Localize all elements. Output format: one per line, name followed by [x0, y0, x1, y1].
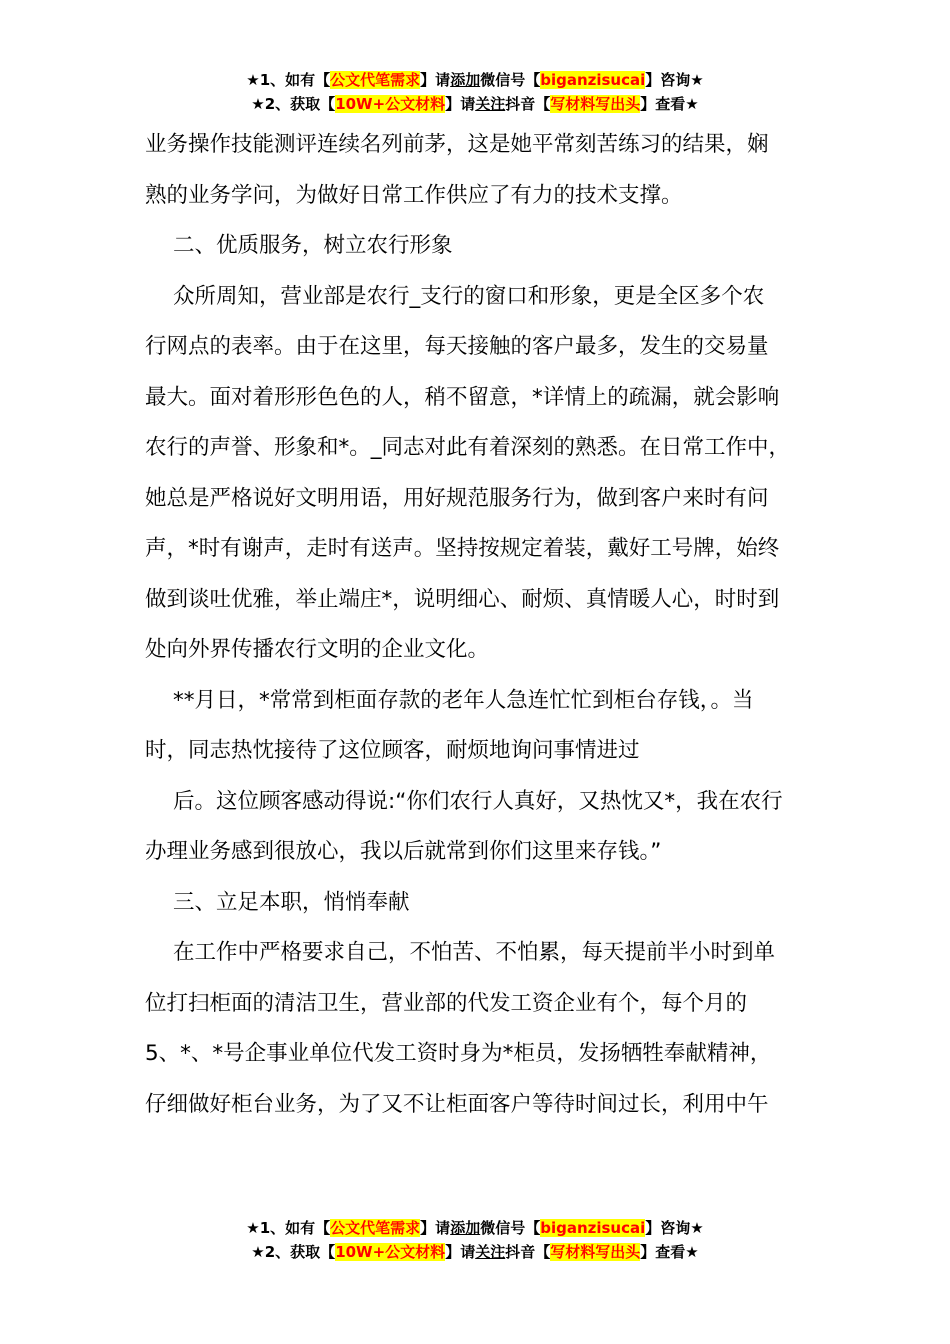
banner-highlight: 10W+公文材料 [335, 1243, 446, 1261]
body-line: 声，*时有谢声，走时有送声。坚持按规定着装，戴好工号牌，始终 [145, 536, 780, 561]
body-line: 熟的业务学问，为做好日常工作供应了有力的技术支撑。 [145, 182, 683, 208]
banner-text: 抖音【 [505, 95, 551, 113]
body-line: 办理业务感到很放心，我以后就常到你们这里来存钱。” [145, 839, 662, 864]
body-line: 业务操作技能测评连续名列前茅，这是她平常刻苦练习的结果，娴 [145, 132, 769, 157]
banner-text: 】请 [445, 95, 476, 113]
banner-line-2 [0, 92, 950, 116]
banner-text: ★2、获取【 [251, 1243, 336, 1261]
banner-text: 抖音【 [505, 1243, 551, 1261]
banner-wechat-id: biganzisucai [540, 1219, 646, 1237]
banner-text: 】查看★ [640, 95, 699, 113]
body-line: 位打扫柜面的清洁卫生，营业部的代发工资企业有个，每个月的 [145, 990, 748, 1016]
banner-wechat-id: biganzisucai [540, 71, 646, 89]
body-line: **月日，*常常到柜面存款的老年人急连忙忙到柜台存钱，。当 [173, 687, 754, 713]
body-line: 行网点的表率。由于在这里，每天接触的客户最多，发生的交易量 [145, 334, 769, 359]
section-heading: 二、优质服务，树立农行形象 [173, 233, 453, 258]
body-line: 最大。面对着形形色色的人，稍不留意，*详情上的疏漏，就会影响 [145, 384, 780, 410]
body-line: 她总是严格说好文明用语，用好规范服务行为，做到客户来时有问 [145, 485, 769, 511]
body-line: 仔细做好柜台业务，为了又不让柜面客户等待时间过长，利用中午 [145, 1091, 769, 1117]
banner-highlight: 公文代笔需求 [330, 1219, 421, 1237]
banner-underline: 添加 [450, 71, 481, 89]
banner-line-1 [0, 1216, 950, 1240]
body-line: 5、*、*号企事业单位代发工资时身为*柜员，发扬牺牲奉献精神， [145, 1041, 772, 1066]
body-line: 时，同志热忱接待了这位顾客，耐烦地询问事情进过 [145, 738, 640, 763]
body-line: 处向外界传播农行文明的企业文化。 [145, 637, 490, 662]
banner-line-2 [0, 1240, 950, 1264]
banner-text: 】咨询★ [645, 71, 704, 89]
body-line: 在工作中严格要求自己，不怕苦、不怕累，每天提前半小时到单 [173, 940, 776, 965]
banner-text: 微信号【 [480, 1219, 541, 1237]
banner-underline: 关注 [475, 95, 506, 113]
body-line: 做到谈吐优雅，举止端庄*，说明细心、耐烦、真情暖人心，时时到 [145, 586, 780, 612]
banner-text: 】查看★ [640, 1243, 699, 1261]
banner-text: 微信号【 [480, 71, 541, 89]
body-line: 农行的声誉、形象和*。_同志对此有着深刻的熟悉。在日常工作中， [145, 435, 791, 460]
document-body [145, 120, 825, 1130]
banner-line-1 [0, 68, 950, 92]
banner-underline: 关注 [475, 1243, 506, 1261]
banner-text: 】请 [445, 1243, 476, 1261]
banner-underline: 添加 [450, 1219, 481, 1237]
banner-text: 】请 [420, 71, 451, 89]
banner-highlight: 10W+公文材料 [335, 95, 446, 113]
banner-highlight: 公文代笔需求 [330, 71, 421, 89]
banner-douyin-account: 写材料写出头 [550, 1243, 641, 1261]
banner-text: ★1、如有【 [246, 1219, 331, 1237]
banner-douyin-account: 写材料写出头 [550, 95, 641, 113]
banner-text: ★2、获取【 [251, 95, 336, 113]
banner-text: 】咨询★ [645, 1219, 704, 1237]
footer-banner [0, 1216, 950, 1264]
banner-text: ★1、如有【 [246, 71, 331, 89]
banner-text: 】请 [420, 1219, 451, 1237]
body-line: 后。这位顾客感动得说:“你们农行人真好，又热忱又*，我在农行 [173, 788, 783, 814]
header-banner [0, 68, 950, 116]
section-heading: 三、立足本职，悄悄奉献 [173, 889, 410, 915]
body-line: 众所周知，营业部是农行_支行的窗口和形象，更是全区多个农 [173, 283, 765, 309]
